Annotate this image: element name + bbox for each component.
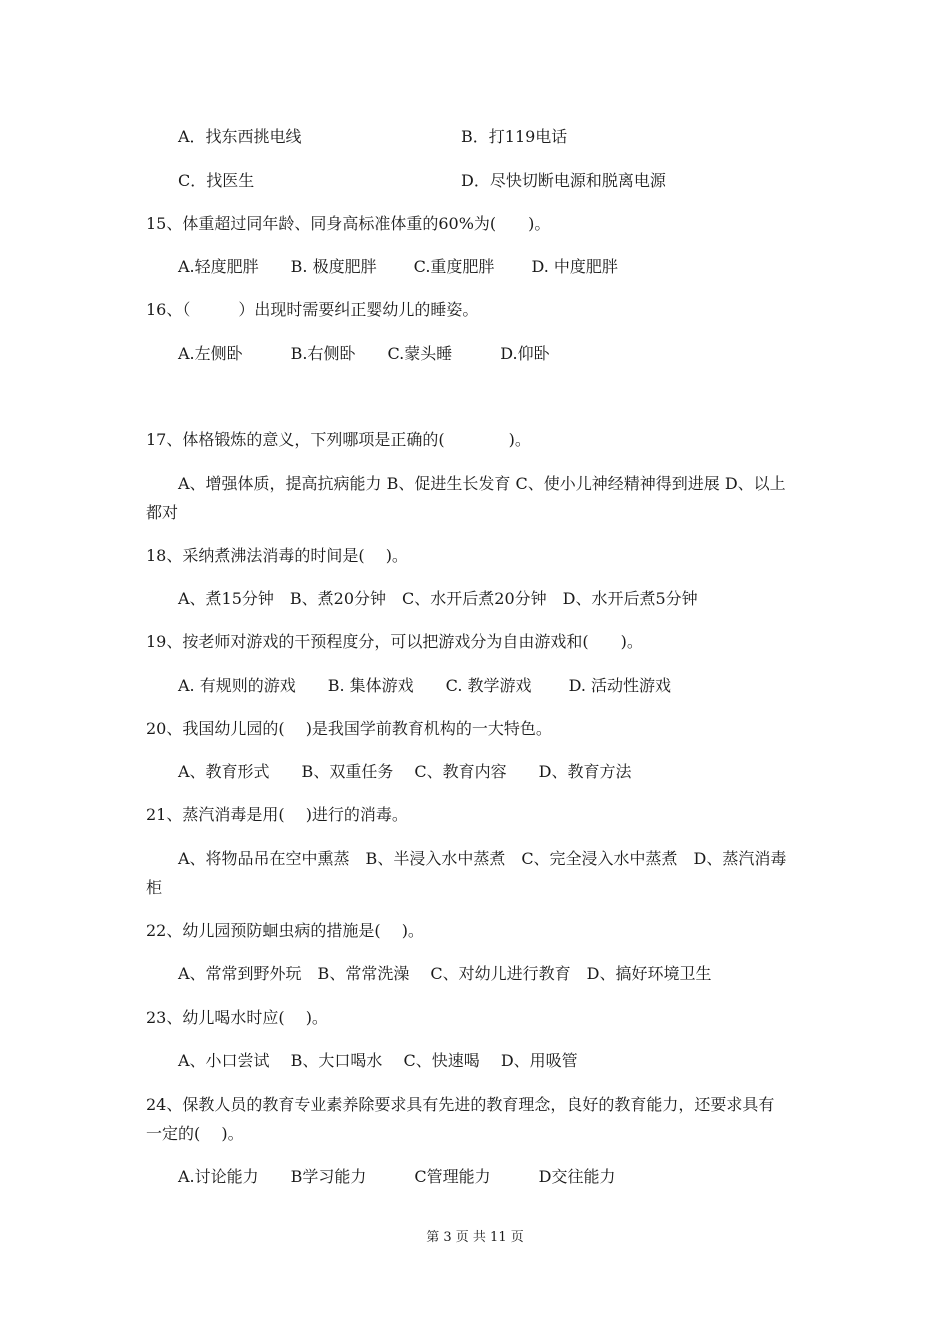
- q19-stem: 19、按老师对游戏的干预程度分，可以把游戏分为自由游戏和( )。: [146, 632, 643, 651]
- q16-stem: 16、（ ）出现时需要纠正婴幼儿的睡姿。: [146, 300, 479, 319]
- q17-options-line1: A、增强体质，提高抗病能力 B、促进生长发育 C、使小儿神经精神得到进展 D、以上: [178, 474, 786, 493]
- q23-options: A、小口尝试 B、大口喝水 C、快速喝 D、用吸管: [178, 1051, 578, 1070]
- q14-option-d: D．尽快切断电源和脱离电源: [461, 171, 666, 190]
- q14-option-c: C．找医生: [178, 171, 255, 190]
- q18-options: A、煮15分钟 B、煮20分钟 C、水开后煮20分钟 D、水开后煮5分钟: [178, 589, 698, 608]
- q19-options: A. 有规则的游戏 B. 集体游戏 C. 教学游戏 D. 活动性游戏: [178, 676, 672, 695]
- q14-option-a: A．找东西挑电线: [178, 127, 302, 146]
- q21-stem: 21、蒸汽消毒是用( )进行的消毒。: [146, 805, 408, 824]
- q15-stem: 15、体重超过同年龄、同身高标准体重的60%为( )。: [146, 214, 551, 233]
- q24-options: A.讨论能力 B学习能力 C管理能力 D交往能力: [178, 1167, 616, 1186]
- q24-stem-line1: 24、保教人员的教育专业素养除要求具有先进的教育理念，良好的教育能力，还要求具有: [146, 1095, 775, 1114]
- q20-options: A、教育形式 B、双重任务 C、教育内容 D、教育方法: [178, 762, 632, 781]
- q21-options-line2: 柜: [146, 878, 163, 897]
- q22-options: A、常常到野外玩 B、常常洗澡 C、对幼儿进行教育 D、搞好环境卫生: [178, 964, 712, 983]
- q20-stem: 20、我国幼儿园的( )是我国学前教育机构的一大特色。: [146, 719, 552, 738]
- q14-option-b: B．打119电话: [461, 127, 568, 146]
- q15-options: A.轻度肥胖 B. 极度肥胖 C.重度肥胖 D. 中度肥胖: [178, 257, 618, 276]
- q21-options-line1: A、将物品吊在空中熏蒸 B、半浸入水中蒸煮 C、完全浸入水中蒸煮 D、蒸汽消毒: [178, 849, 787, 868]
- q17-stem: 17、体格锻炼的意义，下列哪项是正确的( )。: [146, 430, 531, 449]
- q23-stem: 23、幼儿喝水时应( )。: [146, 1008, 328, 1027]
- q22-stem: 22、幼儿园预防蛔虫病的措施是( )。: [146, 921, 424, 940]
- q17-options-line2: 都对: [146, 503, 179, 522]
- q16-options: A.左侧卧 B.右侧卧 C.蒙头睡 D.仰卧: [178, 344, 550, 363]
- q18-stem: 18、采纳煮沸法消毒的时间是( )。: [146, 546, 408, 565]
- q24-stem-line2: 一定的( )。: [146, 1124, 244, 1143]
- page-number-footer: 第 3 页 共 11 页: [426, 1230, 524, 1245]
